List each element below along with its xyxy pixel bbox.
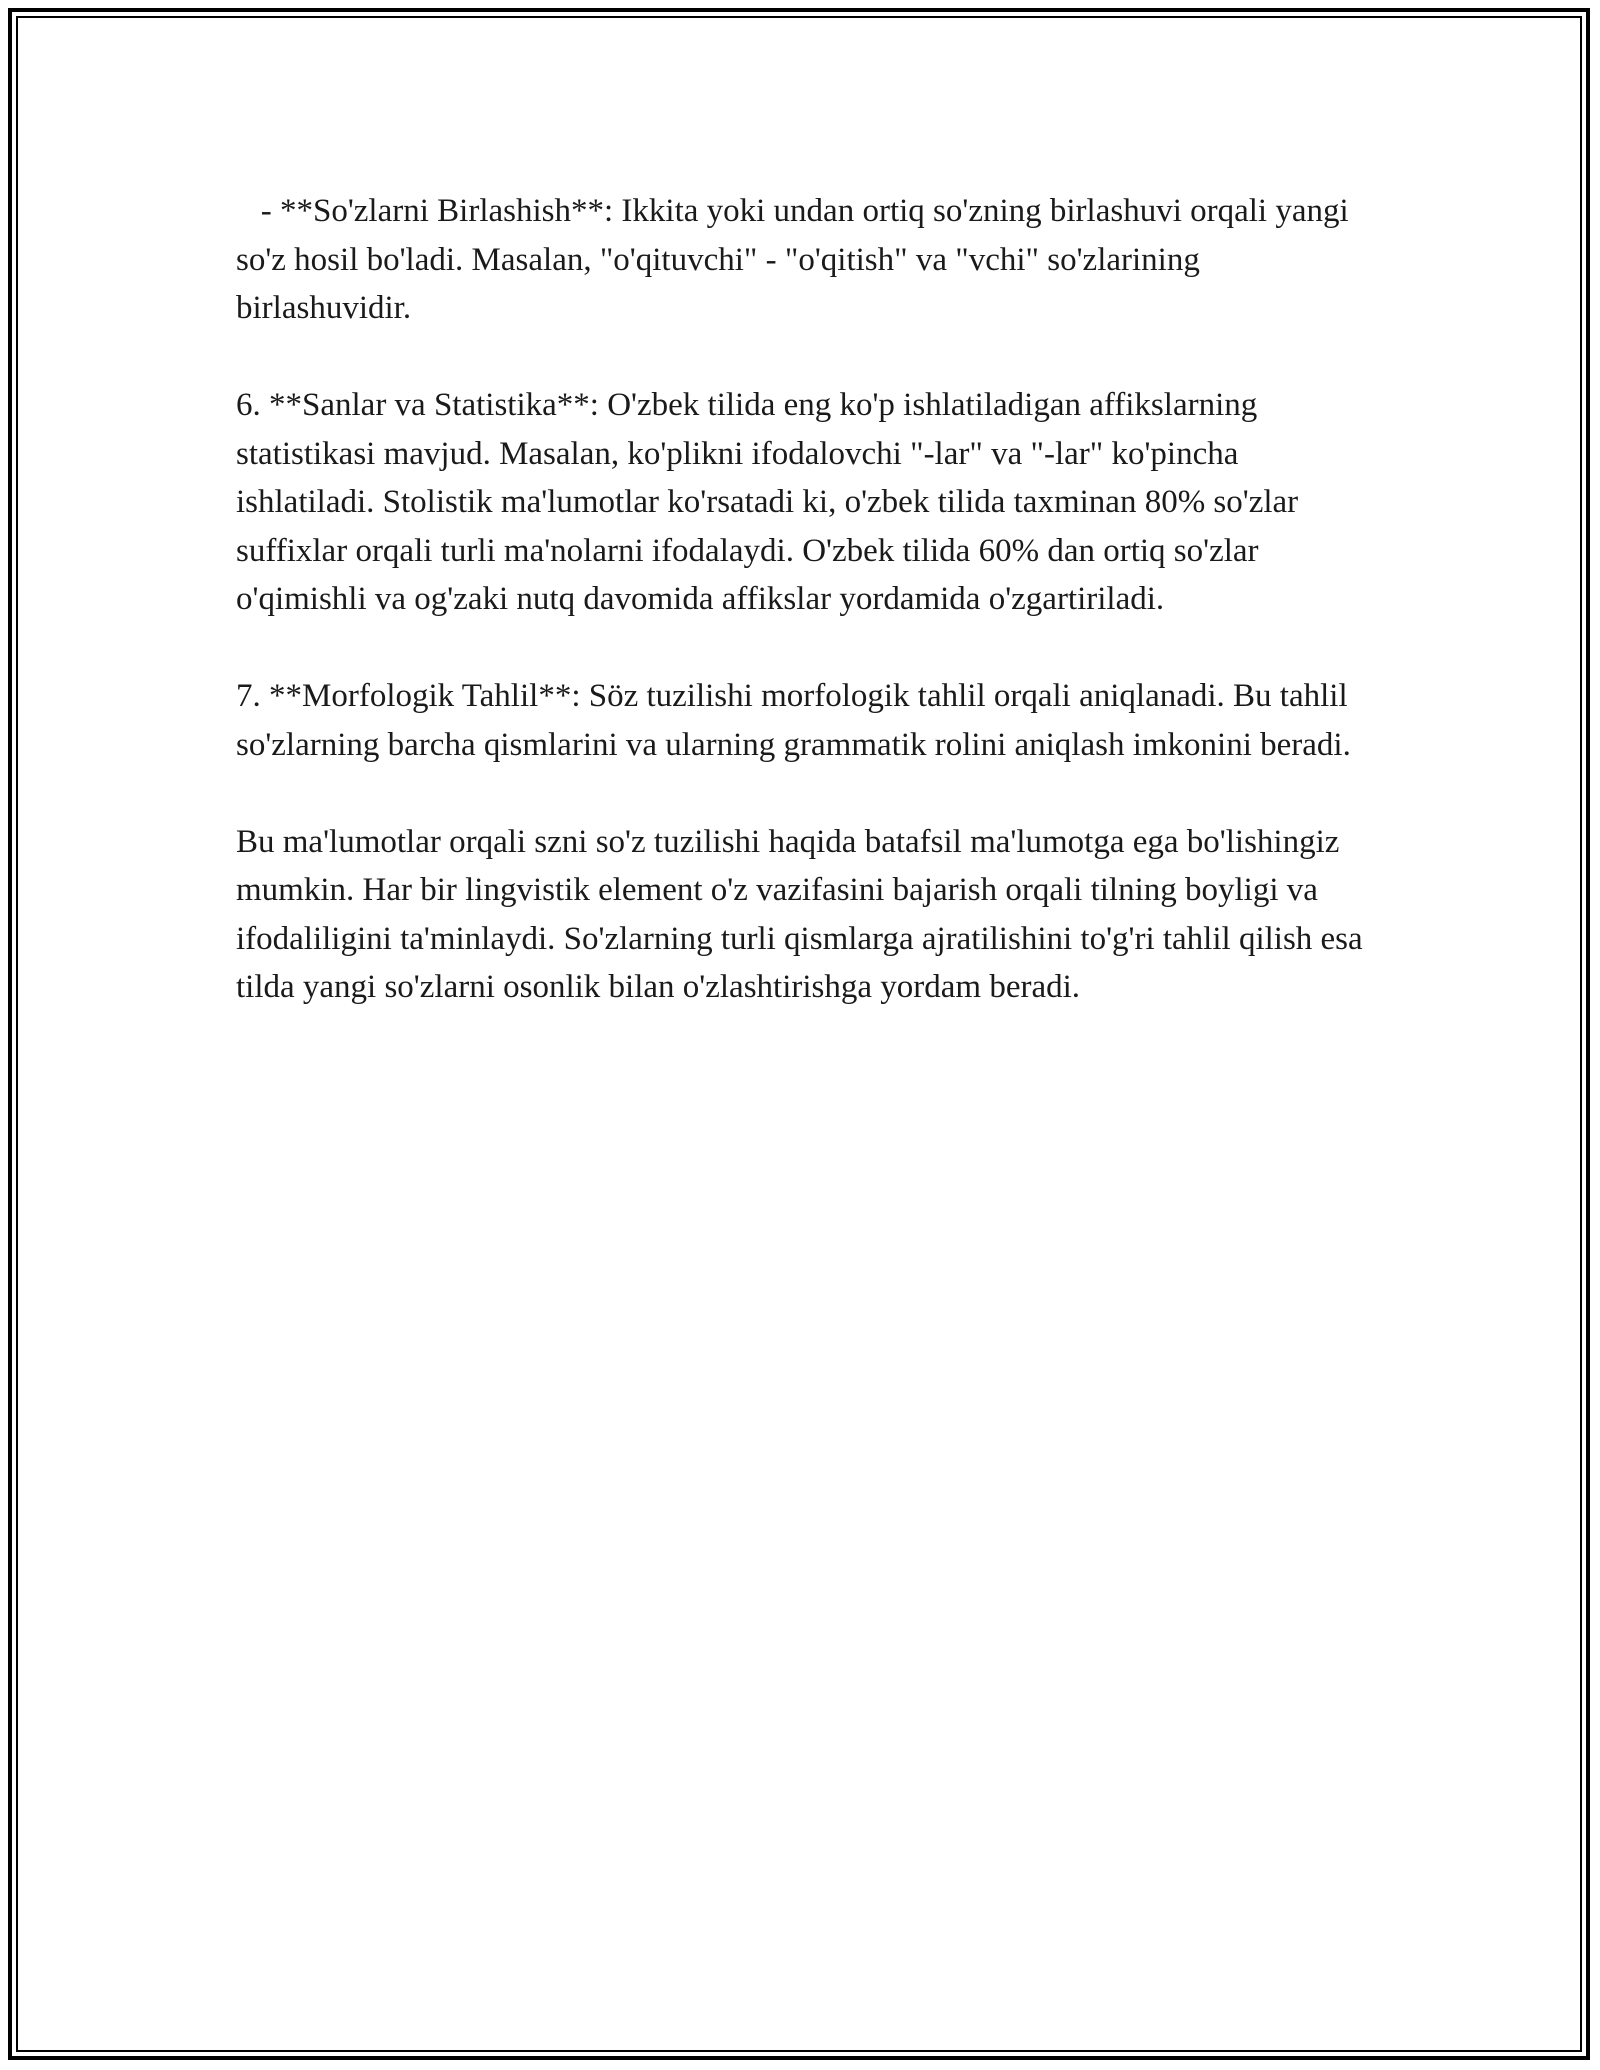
paragraph-conclusion: Bu ma'lumotlar orqali szni so'z tuzilishi haqida batafsil ma'lumotga ega bo'lishingiz mumkin. Har bir lingvistik element o'z vazifasini bajarish orqali tilning boyligi va ifodaliligini ta'minlaydi. So'zlarning turli qismlarga ajratilishini to'g'ri tahlil qilish esa tilda yangi so'zlarni osonlik bilan o'zlashtirishga yordam beradi.	[236, 823, 1371, 1005]
paragraph-morphological-analysis: 7. **Morfologik Tahlil**: Söz tuzilishi morfologik tahlil orqali aniqlanadi. Bu tahlil so'zlarning barcha qismlarini va ularning grammatik rolini aniqlash imkonini beradi.	[236, 678, 1356, 763]
document-body	[236, 187, 1376, 1012]
paragraph-word-compounding: - **So'zlarni Birlashish**: Ikkita yoki undan ortiq so'zning birlashuvi orqali yangi so'z hosil bo'ladi. Masalan, "o'qituvchi" - "o'qitish" va "vchi" so'zlarining birlashuvidir.	[236, 193, 1357, 326]
paragraph-numbers-statistics: 6. **Sanlar va Statistika**: O'zbek tilida eng ko'p ishlatiladigan affikslarning statistikasi mavjud. Masalan, ko'plikni ifodalovchi "-lar" va "-lar" ko'pincha ishlatiladi. Stolistik ma'lumotlar ko'rsatadi ki, o'zbek tilida taxminan 80% so'zlar suffixlar orqali turli ma'nolarni ifodalaydi. O'zbek tilida 60% dan ortiq so'zlar o'qimishli va og'zaki nutq davomida affikslar yordamida o'zgartiriladi.	[236, 387, 1307, 617]
